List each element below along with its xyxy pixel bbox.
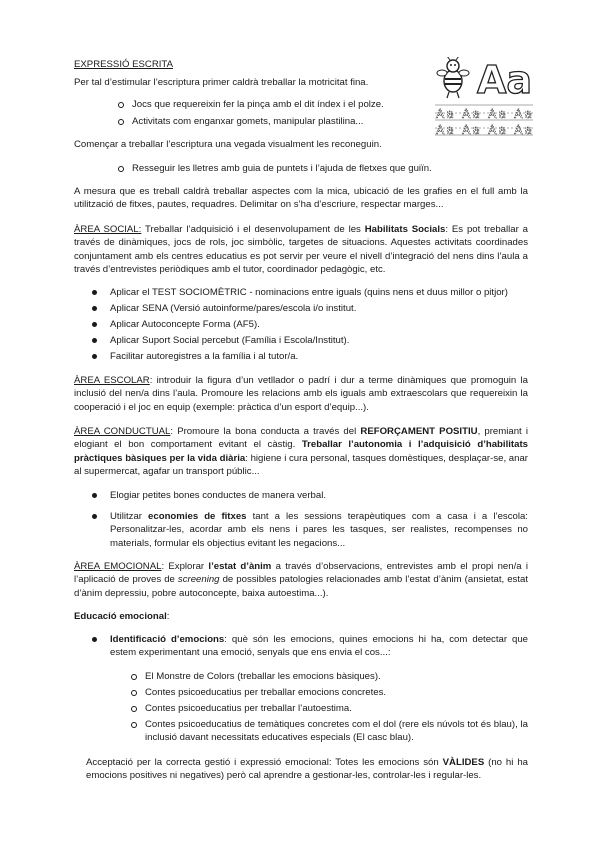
school-paragraph: ÀREA ESCOLAR: introduir la figura d’un vetllador o padrí i dur a terme dinàmiques que promoguin la inclusió del nen/a dins l’aula. Promoure les relacions amb els iguals amb extraescolars que requereixin la cooperació i el joc en equip (exemple: pràctica d’un esport d’equip...). xyxy=(74,375,528,413)
list-item: Aplicar SENA (Versió autoinforme/pares/escola i/o institut. xyxy=(110,302,528,315)
conduct-paragraph: ÀREA CONDUCTUAL: Promoure la bona conducta a través del REFORÇAMENT POSITIU, premiant i elogiant el bon comportament evitant el càstig. Treballar l’autonomia i l’adquisició d’habilitats pràctiques bàsiques per la vida diària: higiene i cura personal, tasques domèstiques, desplaçar-se, anar al supermercat, agafar un transport públic... xyxy=(74,426,528,478)
conduct-heading: ÀREA CONDUCTUAL xyxy=(74,426,171,437)
intro-text: Per tal d’estimular l’escriptura primer caldrà treballar la motricitat fina. xyxy=(74,77,369,88)
list-item: Aplicar Suport Social percebut (Família i Escola/Institut). xyxy=(110,334,528,347)
school-heading: ÀREA ESCOLAR xyxy=(74,375,150,386)
list-item: Activitats com enganxar gomets, manipular plastilina... xyxy=(132,115,432,128)
list-item: Jocs que requereixin fer la pinça amb el dit índex i el polze. xyxy=(132,98,432,111)
list-item: Utilitzar economies de fitxes tant a les sessions terapèutiques com a casa i a l’escola: Personalitzar-les, acordar amb els nens i pares les tasques, ser realistes, recompenses no materials, formular els objectius evitant les negacions... xyxy=(110,511,528,549)
svg-text:Aa Aa Aa Aa: Aa Aa Aa Aa xyxy=(436,107,532,121)
svg-text:Aa Aa Aa Aa: Aa Aa Aa Aa xyxy=(436,123,532,137)
emotional-paragraph: ÀREA EMOCIONAL: Explorar l’estat d’ànim a través d’observacions, entrevistes amb el propi nen/a i l’aplicació de proves de screening de possibles patologies relacionades amb l’estat d’ànim (ansietat, estat d’ànim depressiu, pobre autoconcepte, baixa autoestima...). xyxy=(74,561,528,599)
svg-text:Aa: Aa xyxy=(477,58,533,102)
list-item: Facilitar autoregistres a la família i al tutor/a. xyxy=(110,350,528,363)
page-title: EXPRESSIÓ ESCRITA xyxy=(74,59,173,70)
start-text: Començar a treballar l’escriptura una vegada visualment les reconeguin. xyxy=(74,139,382,150)
list-item: Identificació d’emocions: què són les emocions, quines emocions hi ha, com detectar que estem experimentant una emoció, senyals que ens envia el cos...: xyxy=(110,634,528,659)
list-item: Contes psicoeducatius de temàtiques concretes com el dol (rere els núvols tot és blau), la inclusió davant necessitats educatives especials (El casc blau). xyxy=(145,719,528,744)
list-item: Contes psicoeducatius per treballar l’autoestima. xyxy=(145,702,528,715)
list-item: Aplicar el TEST SOCIOMÈTRIC - nominacions entre iguals (quins nens et duus millor o pitjor) xyxy=(110,286,528,299)
closing-paragraph: Acceptació per la correcta gestió i expressió emocional: Totes les emocions són VÀLIDES (no hi ha emocions positives ni negatives) però cal aprendre a gestionar-les, controlar-les i regular-les. xyxy=(86,757,528,782)
list-item: Elogiar petites bones conductes de manera verbal. xyxy=(110,489,528,502)
social-heading: ÀREA SOCIAL: xyxy=(74,224,142,235)
list-item: Contes psicoeducatius per treballar emocions concretes. xyxy=(145,686,528,699)
list-item: Resseguir les lletres amb guia de puntets i l’ajuda de fletxes que guiïn. xyxy=(132,162,528,175)
measure-text: A mesura que es treball caldrà treballar aspectes com la mica, ubicació de les grafies en el full amb la utilització de fitxes, pautes, requadres. Delimitar on s’ha d’escriure, respectar marges... xyxy=(74,186,528,211)
education-heading: Educació emocional: xyxy=(74,611,170,622)
emotional-heading: ÀREA EMOCIONAL xyxy=(74,561,162,572)
list-item: El Monstre de Colors (treballar les emocions bàsiques). xyxy=(145,670,528,683)
list-item: Aplicar Autoconcepte Forma (AF5). xyxy=(110,318,528,331)
social-paragraph: ÀREA SOCIAL: Treballar l’adquisició i el desenvolupament de les Habilitats Socials: Es pot treballar a través de dinàmiques, jocs de rols, joc simbòlic, targetes de situacions. Aquestes activitats coordinades conjuntament amb els centres educatius es pot servir per veure el nivell d’integració del nens dins l’aula a través d’entrevistes periòdiques amb el tutor, coordinador pedagògic, etc. xyxy=(74,224,528,276)
